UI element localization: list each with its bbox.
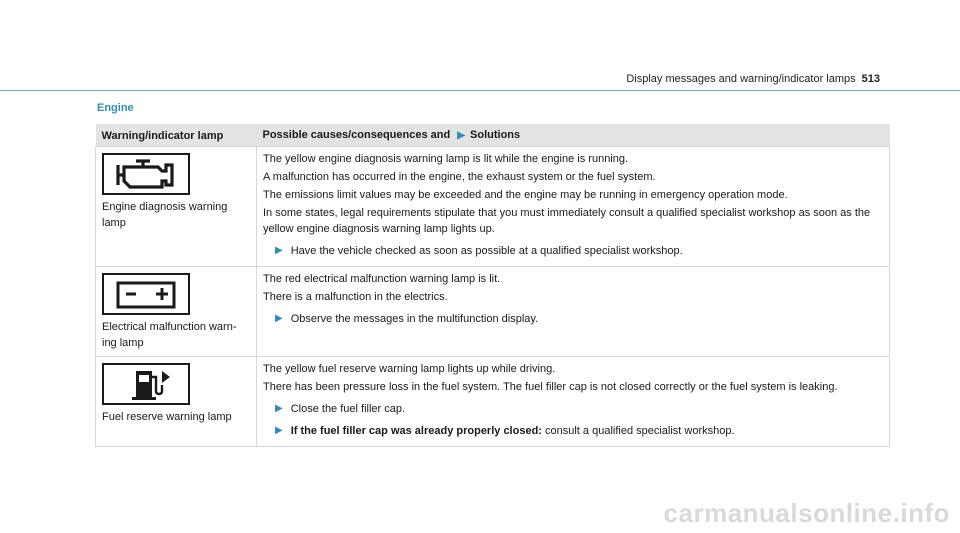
action-text: consult a qualified specialist workshop. [541,425,735,437]
table-header-row [96,124,890,147]
lamp-name: Electrical malfunction warn- ing lamp [102,321,237,349]
description-text: In some states, legal requirements stipulate that you must immediately consult a qualified specialist workshop as soon as the yellow engine diagnosis warning lamp lights up. [263,207,871,235]
description-text: The emissions limit values may be exceeded and the engine may be running in emergency operation mode. [263,189,788,201]
action-text: Close the fuel filler cap. [290,403,406,415]
action-text: Observe the messages in the multifunction display. [290,313,539,325]
header-causes-label: Possible causes/consequences and [262,129,451,141]
description-text: A malfunction has occurred in the engine, the exhaust system or the fuel system. [263,171,656,183]
header-solutions-label: Solutions [470,129,521,141]
lamp-cell [96,267,257,357]
header-lamp: Warning/indicator lamp [96,124,257,147]
description-cell [257,147,890,267]
header-causes [257,124,890,147]
description-text: There is a malfunction in the electrics. [263,291,448,303]
description-text: There has been pressure loss in the fuel system. The fuel filler cap is not closed correctly or the fuel system is leaking. [263,381,838,393]
table-row [96,357,890,447]
table-row [96,147,890,267]
watermark: carmanualsonline.info [663,498,950,528]
lamp-name: Fuel reserve warning lamp [102,411,232,423]
action-item [275,423,883,439]
table-row [96,267,890,357]
description-text: The red electrical malfunction warning lamp is lit. [263,273,501,285]
running-head [626,73,880,85]
action-text: Have the vehicle checked as soon as possible at a qualified specialist workshop. [290,245,683,257]
description-cell [257,357,890,447]
page-number: 513 [861,73,880,85]
description-text: The yellow engine diagnosis warning lamp is lit while the engine is running. [263,153,629,165]
arrow-icon: ▶ [275,313,283,324]
action-item [275,243,883,259]
lamp-name: Engine diagnosis warning lamp [102,201,228,229]
battery-icon [102,273,190,315]
arrow-icon: ▶ [275,245,283,256]
lamp-cell [96,147,257,267]
action-condition: If the fuel filler cap was already properly closed: [290,425,542,437]
header-rule [0,90,960,91]
description-text: The yellow fuel reserve warning lamp lights up while driving. [263,363,556,375]
running-head-title: Display messages and warning/indicator lamps [626,73,856,85]
warning-lamp-table [95,124,890,447]
fuel-pump-icon [102,363,190,405]
arrow-icon: ▶ [275,403,283,414]
description-cell [257,267,890,357]
section-title: Engine [97,102,134,114]
arrow-icon: ▶ [275,425,283,436]
action-item [275,401,883,417]
lamp-cell [96,357,257,447]
action-item [275,311,883,327]
engine-diagnosis-icon [102,153,190,195]
arrow-icon: ▶ [457,130,465,141]
